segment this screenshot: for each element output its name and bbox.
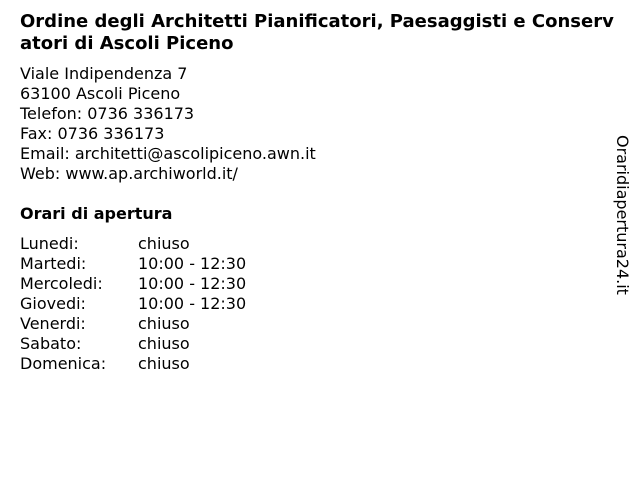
day-hours: 10:00 - 12:30 [138,294,247,313]
phone-line: Telefon: 0736 336173 [20,104,195,123]
day-label: Giovedi: [20,294,86,313]
day-label: Martedi: [20,254,87,273]
site-watermark: Oraridiapertura24.it [613,135,632,295]
day-hours: chiuso [138,334,190,353]
day-label: Mercoledi: [20,274,103,293]
day-hours: 10:00 - 12:30 [138,274,247,293]
contact-block [20,64,316,184]
day-hours: chiuso [138,354,190,373]
day-label: Venerdi: [20,314,86,333]
day-label: Sabato: [20,334,82,353]
opening-hours-heading: Orari di apertura [20,204,173,223]
address-city: 63100 Ascoli Piceno [20,84,181,103]
address-street: Viale Indipendenza 7 [20,64,188,83]
day-label: Domenica: [20,354,107,373]
email-line: Email: architetti@ascolipiceno.awn.it [20,144,316,163]
day-hours: chiuso [138,314,190,333]
day-hours: chiuso [138,234,190,253]
page-title: Ordine degli Architetti Pianificatori, Paesaggisti e Conservatori di Ascoli Piceno [20,11,614,54]
day-label: Lunedi: [20,234,79,253]
web-line: Web: www.ap.archiworld.it/ [20,164,238,183]
fax-line: Fax: 0736 336173 [20,124,165,143]
day-hours: 10:00 - 12:30 [138,254,247,273]
